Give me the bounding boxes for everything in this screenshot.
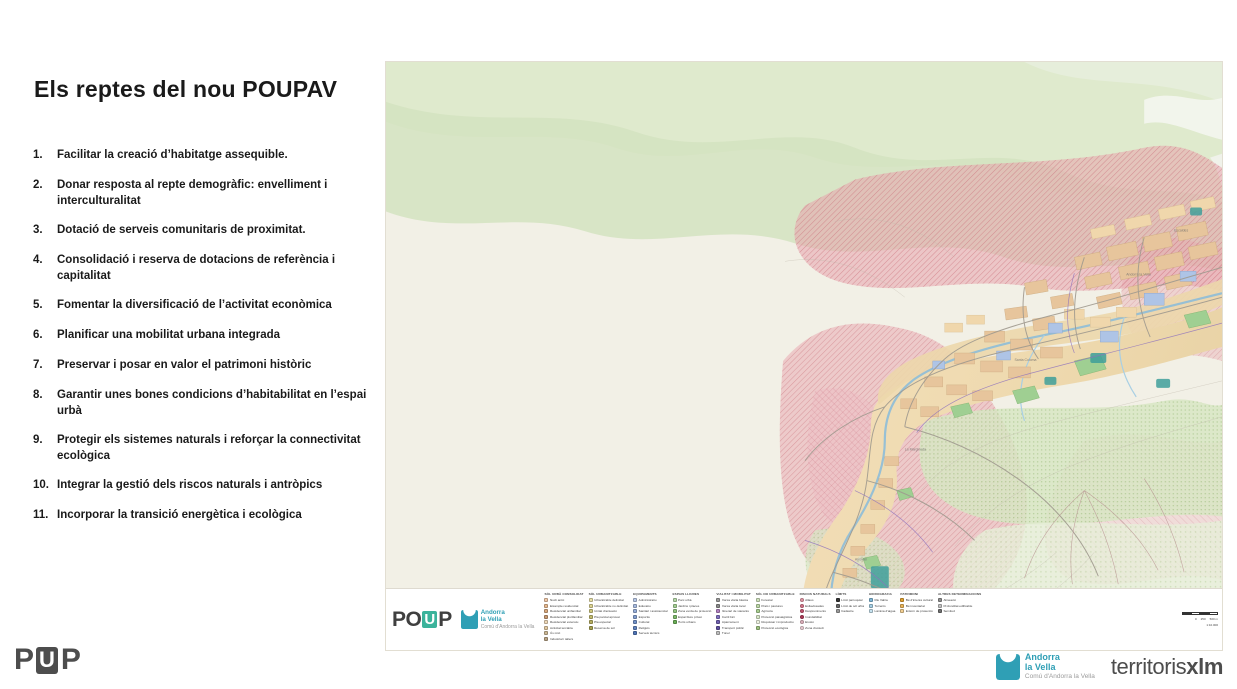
list-item-label: Incorporar la transició energètica i ecològica xyxy=(57,509,302,521)
challenges-list xyxy=(33,148,385,538)
andorra-logo-line1: Andorra xyxy=(480,608,505,616)
legend-item xyxy=(589,626,629,630)
scale-ratio: 1:10.000 xyxy=(1206,623,1218,627)
list-item-number: 11. xyxy=(33,509,49,521)
legend-swatch xyxy=(756,604,760,608)
list-item-label: Dotació de serveis comunitaris de proximitat. xyxy=(57,224,306,236)
territoris-logo-main: territoris xyxy=(1110,654,1187,679)
legend-columns xyxy=(544,592,1174,648)
legend-swatch xyxy=(716,604,720,608)
legend-item xyxy=(800,615,831,619)
legend-swatch xyxy=(589,598,593,602)
legend-item-label: Bé inventariat xyxy=(905,603,925,608)
andorra-la-vella-logo xyxy=(996,652,1095,682)
list-item-label: Donar resposta al repte demogràfic: envelliment i interculturalitat xyxy=(57,179,328,207)
scale-tick-0: 0 xyxy=(1194,617,1197,621)
legend-swatch xyxy=(900,604,904,608)
scale-bar xyxy=(1182,612,1218,615)
legend-column xyxy=(756,592,795,630)
legend-column xyxy=(836,592,864,614)
legend-item-label: Nucli antic xyxy=(549,598,565,602)
legend-swatch xyxy=(633,631,637,635)
andorra-bridge-icon xyxy=(996,654,1020,680)
legend-swatch xyxy=(633,615,637,619)
legend-item xyxy=(800,604,831,608)
legend-item-label: Urbanitzable no delimitat xyxy=(594,603,629,608)
legend-item-label: Cultural xyxy=(638,620,650,624)
legend-item xyxy=(716,620,750,624)
legend-item-label: Límit de sòl urbà xyxy=(841,603,864,608)
legend-item-label: Forestal xyxy=(761,598,773,602)
legend-item-label: Entorn de protecció xyxy=(905,609,933,613)
legend-item-label: Religiós xyxy=(638,625,650,630)
legend-item-label: Educatiu xyxy=(638,603,651,608)
legend-item-label: Activitat terciària xyxy=(549,625,573,630)
legend-item-label: Profunditat edificable xyxy=(943,603,973,608)
legend-swatch xyxy=(869,598,873,602)
legend-item-label: Riu Valira xyxy=(874,598,888,602)
legend-swatch xyxy=(673,604,677,608)
legend-item-label: Bé d'interès cultural xyxy=(905,598,933,602)
legend-swatch xyxy=(800,626,804,630)
legend-item xyxy=(544,637,583,641)
legend-item-label: Túnel xyxy=(721,631,730,635)
legend-item xyxy=(589,604,629,608)
list-item xyxy=(33,433,385,464)
page-title: Els reptes del nou POUPAV xyxy=(34,76,338,102)
legend-swatch xyxy=(544,615,548,619)
legend-item-label: Esportiu xyxy=(638,614,650,619)
legend-item xyxy=(756,626,795,630)
legend-item-label: Unitat d'actuació xyxy=(594,609,617,613)
legend-swatch xyxy=(756,598,760,602)
legend-item-label: Transport públic xyxy=(721,625,744,630)
legend-item-label: Parc urbà xyxy=(678,598,692,602)
list-item xyxy=(33,508,385,525)
scale-ticks xyxy=(1195,617,1218,621)
list-item xyxy=(33,358,385,375)
list-item xyxy=(33,298,385,315)
legend-swatch xyxy=(633,609,637,613)
legend-item xyxy=(673,620,712,624)
poup-logo-text-last: P xyxy=(60,643,80,676)
legend-item xyxy=(716,626,750,630)
legend-item-label: Protecció ecològica xyxy=(761,625,789,630)
list-item-label: Preservar i posar en valor el patrimoni històric xyxy=(57,359,312,371)
legend-item-label: Carril bici xyxy=(721,614,735,619)
legend-item-label: Reserva de sòl xyxy=(594,625,615,630)
legend-item xyxy=(716,631,750,635)
poup-logo-text-first: P xyxy=(14,643,34,676)
legend-swatch xyxy=(716,615,720,619)
territoris-logo-suffix: xlm xyxy=(1186,654,1223,679)
legend-swatch xyxy=(938,598,942,602)
legend-swatch xyxy=(673,615,677,619)
list-item xyxy=(33,253,385,284)
legend-swatch xyxy=(589,609,593,613)
legend-column xyxy=(900,592,933,614)
legend-item xyxy=(544,604,583,608)
legend-item xyxy=(673,615,712,619)
legend-swatch xyxy=(716,598,720,602)
legend-item xyxy=(836,604,864,608)
legend-item xyxy=(869,604,895,608)
legend-item xyxy=(633,604,667,608)
scale-tick-2: 500 m xyxy=(1209,617,1218,621)
legend-item-label: Roquissar i improductiu xyxy=(761,620,794,624)
legend-swatch xyxy=(673,620,677,624)
legend-item xyxy=(633,626,667,630)
andorra-logo-line3: Comú d'Andorra la Vella xyxy=(1024,673,1095,680)
scale-ratio-wrap xyxy=(1206,623,1218,627)
legend-item xyxy=(938,598,981,602)
legend-item xyxy=(800,598,831,602)
legend-item-label: Pla parcial aprovat xyxy=(594,614,620,619)
list-item-number: 10. xyxy=(33,479,49,491)
legend-swatch xyxy=(673,609,677,613)
legend-item xyxy=(544,631,583,635)
legend-column xyxy=(673,592,712,625)
andorra-logo-line3: Comú d'Andorra la Vella xyxy=(480,623,535,630)
poup-logo-map-badge: U xyxy=(424,611,436,628)
legend-item-label: Industrial i tallers xyxy=(549,636,574,641)
legend-item-label: Sanitari i assistencial xyxy=(638,609,668,613)
legend-item xyxy=(716,598,750,602)
legend-item xyxy=(716,604,750,608)
legend-swatch xyxy=(938,604,942,608)
legend-item xyxy=(589,609,629,613)
legend-item xyxy=(544,598,583,602)
legend-item xyxy=(756,604,795,608)
legend-swatch xyxy=(938,609,942,613)
list-item xyxy=(33,328,385,345)
svg-text:La Margineda: La Margineda xyxy=(904,447,926,452)
legend-item-label: Ús mixt xyxy=(549,631,561,635)
list-item xyxy=(33,478,385,495)
legend-item xyxy=(589,620,629,624)
svg-text:Escaldes: Escaldes xyxy=(1174,228,1189,233)
legend-item-label: Cadastre xyxy=(841,609,854,613)
legend-item xyxy=(633,609,667,613)
legend-item xyxy=(756,615,795,619)
legend-swatch xyxy=(633,604,637,608)
legend-swatch xyxy=(836,598,840,602)
legend-item-label: Zona verda de protecció xyxy=(678,609,712,613)
legend-item xyxy=(836,598,864,602)
legend-column-header: SÒL URBANITZABLE xyxy=(588,591,622,596)
list-item-number: 9. xyxy=(33,434,43,446)
legend-item-label: Residencial extensiu xyxy=(549,620,579,624)
legend-column xyxy=(800,592,831,630)
list-item xyxy=(33,178,385,209)
legend-swatch xyxy=(900,598,904,602)
legend-column xyxy=(589,592,629,630)
legend-column-header: RISCOS NATURALS xyxy=(799,591,831,596)
andorra-la-vella-logo-map xyxy=(461,609,535,631)
legend-swatch xyxy=(716,631,720,635)
legend-item-label: Servitud xyxy=(943,609,955,613)
legend-swatch xyxy=(673,598,677,602)
legend-item-label: Esllavissades xyxy=(805,603,824,608)
list-item-label: Protegir els sistemes naturals i reforçar la connectivitat ecològica xyxy=(57,434,361,462)
list-item-number: 4. xyxy=(33,254,43,266)
svg-text:Aixovall: Aixovall xyxy=(854,557,867,562)
legend-item xyxy=(836,609,864,613)
andorra-bridge-icon xyxy=(461,610,478,629)
list-item-number: 8. xyxy=(33,389,43,401)
legend-item-label: Protecció paisatgística xyxy=(761,614,793,619)
legend-item-label: Aparcament xyxy=(721,620,739,624)
legend-swatch xyxy=(836,609,840,613)
legend-swatch xyxy=(716,609,720,613)
legend-swatch xyxy=(836,604,840,608)
legend-swatch xyxy=(869,609,873,613)
legend-item xyxy=(673,609,712,613)
legend-item xyxy=(938,604,981,608)
legend-item-label: Residencial unifamiliar xyxy=(549,609,581,613)
list-item-label: Facilitar la creació d’habitatge assequible. xyxy=(57,149,288,161)
legend-item xyxy=(673,604,712,608)
legend-item xyxy=(633,620,667,624)
territoris-logo xyxy=(1111,654,1223,680)
list-item-number: 1. xyxy=(33,149,43,161)
legend-item xyxy=(589,598,629,602)
legend-item-label: Erosió xyxy=(805,620,814,624)
legend-item xyxy=(756,620,795,624)
legend-swatch xyxy=(589,615,593,619)
legend-swatch xyxy=(633,626,637,630)
legend-item-label: Eixample residencial xyxy=(549,603,579,608)
legend-swatch xyxy=(800,615,804,619)
map-image xyxy=(385,61,1223,651)
legend-item xyxy=(900,604,933,608)
legend-column-header: ALTRES DETERMINACIONS xyxy=(937,591,982,596)
legend-item xyxy=(900,598,933,602)
map-graphic xyxy=(386,62,1222,650)
legend-item-label: Inundabilitat xyxy=(805,614,822,619)
svg-text:Andorra la Vella: Andorra la Vella xyxy=(1126,272,1151,277)
legend-column-header: VIALITAT I MOBILITAT xyxy=(716,591,751,596)
legend-item xyxy=(544,626,583,630)
legend-item xyxy=(589,615,629,619)
legend-column xyxy=(938,592,981,614)
legend-item-label: Urbanitzable delimitat xyxy=(594,598,624,602)
legend-item xyxy=(544,620,583,624)
legend-item-label: Límit parroquial xyxy=(841,598,863,602)
legend-logos xyxy=(392,609,540,631)
legend-swatch xyxy=(589,620,593,624)
poup-logo-map-first: PO xyxy=(392,608,422,631)
legend-item xyxy=(869,609,895,613)
left-content-column xyxy=(0,0,385,689)
legend-item xyxy=(938,609,981,613)
legend-swatch xyxy=(800,604,804,608)
legend-column-header: PATRIMONI xyxy=(900,591,919,596)
map-legend xyxy=(386,588,1223,650)
legend-item xyxy=(544,609,583,613)
list-item-number: 5. xyxy=(33,299,43,311)
legend-item xyxy=(716,615,750,619)
legend-column xyxy=(633,592,667,636)
andorra-logo-line2: la Vella xyxy=(480,615,502,623)
legend-swatch xyxy=(589,604,593,608)
legend-swatch xyxy=(756,609,760,613)
list-item-label: Integrar la gestió dels riscos naturals i antròpics xyxy=(57,479,323,491)
legend-swatch xyxy=(869,604,873,608)
svg-text:Santa Coloma: Santa Coloma xyxy=(1014,357,1037,362)
andorra-logo-text xyxy=(481,609,535,631)
list-item-label: Consolidació i reserva de dotacions de referència i capitalitat xyxy=(57,254,336,282)
legend-column-header: LÍMITS xyxy=(835,591,847,596)
legend-swatch xyxy=(800,620,804,624)
legend-swatch xyxy=(544,631,548,635)
list-item xyxy=(33,223,385,240)
legend-item-label: Jardins i places xyxy=(678,603,700,608)
legend-column-header: SÒL URBÀ CONSOLIDAT xyxy=(544,591,584,596)
andorra-logo-line2: la Vella xyxy=(1024,662,1056,672)
legend-swatch xyxy=(756,626,760,630)
map-scale xyxy=(1178,612,1218,627)
andorra-logo-text xyxy=(1025,652,1095,682)
legend-swatch xyxy=(756,615,760,619)
poup-logo-map-last: P xyxy=(438,608,452,631)
legend-item-label: Espai lliure privat xyxy=(678,614,702,619)
legend-swatch xyxy=(800,609,804,613)
legend-swatch xyxy=(633,598,637,602)
legend-item-label: Làmina d'aigua xyxy=(874,609,896,613)
legend-swatch xyxy=(633,620,637,624)
legend-item-label: Administratiu xyxy=(638,598,657,602)
legend-item xyxy=(756,598,795,602)
legend-swatch xyxy=(544,620,548,624)
legend-swatch xyxy=(716,626,720,630)
legend-item xyxy=(800,609,831,613)
legend-swatch xyxy=(544,598,548,602)
legend-item xyxy=(633,598,667,602)
scale-tick-1: 250 xyxy=(1200,617,1206,621)
list-item-number: 7. xyxy=(33,359,43,371)
list-item-label: Garantir unes bones condicions d’habitabilitat en l’espai urbà xyxy=(57,389,367,417)
legend-item-label: Prats i pastures xyxy=(761,603,783,608)
list-item-label: Planificar una mobilitat urbana integrada xyxy=(57,329,281,341)
legend-item xyxy=(800,626,831,630)
legend-swatch xyxy=(900,609,904,613)
legend-item-label: Pla especial xyxy=(594,620,611,624)
legend-column-header: HIDROGRAFIA xyxy=(869,591,892,596)
legend-swatch xyxy=(589,626,593,630)
legend-item xyxy=(869,598,895,602)
legend-item xyxy=(633,631,667,635)
legend-item xyxy=(633,615,667,619)
legend-item xyxy=(900,609,933,613)
legend-column-header: SÒL NO URBANITZABLE xyxy=(755,591,795,596)
legend-column xyxy=(869,592,895,614)
legend-item-label: Agrícola xyxy=(761,609,773,613)
footer-logos xyxy=(996,652,1223,682)
legend-swatch xyxy=(544,637,548,641)
list-item-number: 2. xyxy=(33,179,43,191)
list-item-label: Fomentar la diversificació de l’activitat econòmica xyxy=(57,299,332,311)
legend-item xyxy=(544,615,583,619)
legend-column-header: ESPAIS LLIURES xyxy=(672,591,700,596)
legend-item xyxy=(673,598,712,602)
legend-item-label: Xarxa viària local xyxy=(721,603,746,608)
list-item xyxy=(33,388,385,419)
list-item-number: 6. xyxy=(33,329,43,341)
legend-item xyxy=(800,620,831,624)
legend-swatch xyxy=(544,609,548,613)
legend-item-label: Zona d'estudi xyxy=(805,625,824,630)
poup-logo-badge: U xyxy=(36,647,58,674)
legend-swatch xyxy=(800,598,804,602)
legend-swatch xyxy=(716,620,720,624)
poup-logo-map xyxy=(392,609,452,630)
legend-item-label: Residencial plurifamiliar xyxy=(549,614,583,619)
legend-item-label: Horts urbans xyxy=(678,620,696,624)
poup-logo xyxy=(14,645,80,675)
legend-item-label: Itinerari de vianants xyxy=(721,609,749,613)
legend-item xyxy=(716,609,750,613)
legend-item-label: Serveis tècnics xyxy=(638,631,660,635)
legend-column-header: EQUIPAMENTS xyxy=(633,591,657,596)
list-item xyxy=(33,148,385,165)
legend-item-label: Despreniments xyxy=(805,609,826,613)
legend-swatch xyxy=(544,604,548,608)
legend-item-label: Alineació xyxy=(943,598,957,602)
legend-column xyxy=(544,592,583,641)
legend-item-label: Torrents xyxy=(874,603,886,608)
legend-item-label: Xarxa viària bàsica xyxy=(721,598,749,602)
map-canvas xyxy=(386,62,1222,650)
legend-column xyxy=(716,592,750,636)
legend-swatch xyxy=(544,626,548,630)
legend-item-label: Allaus xyxy=(805,598,814,602)
list-item-number: 3. xyxy=(33,224,43,236)
legend-item xyxy=(756,609,795,613)
andorra-logo-line1: Andorra xyxy=(1024,652,1060,662)
legend-swatch xyxy=(756,620,760,624)
